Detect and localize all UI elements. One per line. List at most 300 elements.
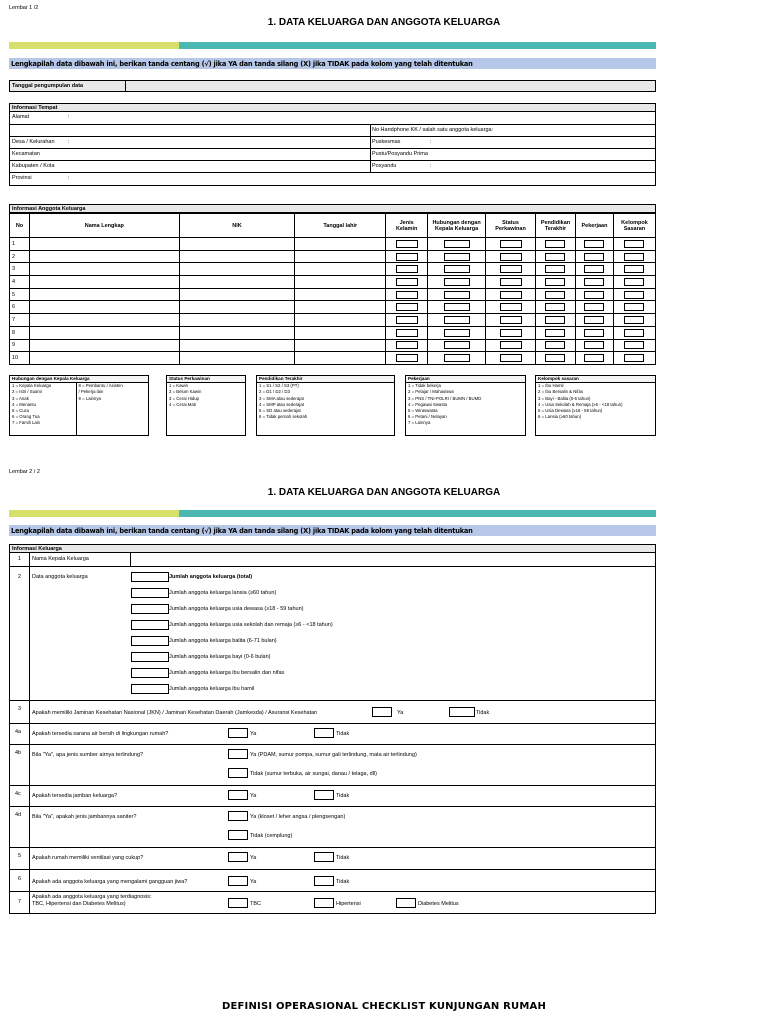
cell-kelompok [613,326,655,339]
jk-code-box[interactable] [396,278,418,286]
q4c-ya-label: Ya [250,793,257,799]
status-code-box[interactable] [500,316,522,324]
jk-code-box[interactable] [396,341,418,349]
q5-ya-label: Ya [250,855,257,861]
cell-status [486,288,536,301]
col-kelompok: Kelompok Sasaran [613,214,655,238]
cell-nik[interactable] [179,301,295,314]
hubungan-code-box[interactable] [444,341,470,349]
page2-bar-teal [179,510,656,517]
legend-item: 5 = Wiraswasta [408,408,438,414]
hubungan-code-box[interactable] [444,240,470,248]
row-no: 10 [10,352,30,365]
legend-pekerjaan [405,375,526,436]
legend-item: 7 = Famili Lain [12,420,41,426]
cell-status [486,250,536,263]
pekerjaan-code-box[interactable] [584,303,604,311]
cell-nik[interactable] [179,326,295,339]
pendidikan-code-box[interactable] [545,253,565,261]
legend-item: 6 = Tidak pernah sekolah [259,414,308,420]
pekerjaan-code-box[interactable] [584,291,604,299]
cell-status [486,301,536,314]
q1-no: 1 [18,556,22,562]
q7-tbc-checkbox[interactable] [228,898,248,908]
cell-pendidikan [536,352,576,365]
pendidikan-code-box[interactable] [545,329,565,337]
cell-tgl[interactable] [295,288,386,301]
cell-jk [386,263,428,276]
q2-count-input[interactable] [131,636,169,646]
q4d-opt1-label: Ya (kloset / leher angsa / plengsengan) [250,814,346,820]
tempat-header: Informasi Tempat [9,103,656,112]
q1-label: Nama Kepala Keluarga [32,556,89,562]
cell-nama[interactable] [29,352,179,365]
jk-code-box[interactable] [396,303,418,311]
cell-jk [386,352,428,365]
jk-code-box[interactable] [396,253,418,261]
legend-status [166,375,246,436]
kelompok-code-box[interactable] [624,240,644,248]
provinsi-label: Provinsi [12,175,32,181]
cell-pekerjaan [575,301,613,314]
pekerjaan-code-box[interactable] [584,278,604,286]
row-no: 5 [10,288,30,301]
cell-tgl[interactable] [295,352,386,365]
cell-pendidikan [536,339,576,352]
q1-input[interactable] [131,553,655,566]
cell-nama[interactable] [29,288,179,301]
q6-ya-checkbox[interactable] [228,876,248,886]
cell-nik[interactable] [179,288,295,301]
status-code-box[interactable] [500,278,522,286]
cell-pendidikan [536,314,576,327]
q5-no: 5 [18,853,22,859]
row-no: 1 [10,238,30,251]
cell-status [486,276,536,289]
q4a-tidak-checkbox[interactable] [314,728,334,738]
page1-bar-yellow [9,42,179,49]
cell-tgl[interactable] [295,238,386,251]
legend-item: 4 = Usia Sekolah & Remaja (≥6 - <18 tahun) [538,401,623,407]
hubungan-code-box[interactable] [444,354,470,362]
cell-hubungan [428,276,486,289]
cell-kelompok [613,276,655,289]
legend-item: 3 = PNS / TNI-POLRI / BUMN / BUMD [408,395,482,401]
q4d-tidak-checkbox[interactable] [228,830,248,840]
q4a-ya-label: Ya [250,731,257,737]
cell-nama[interactable] [29,238,179,251]
q2-item-label: Jumlah anggota keluarga lansia (≥60 tahun) [169,590,277,596]
cell-nama[interactable] [29,263,179,276]
table-row [10,288,656,301]
cell-nama[interactable] [29,339,179,352]
status-code-box[interactable] [500,329,522,337]
puskesmas-label: Puskesmas [372,139,401,145]
cell-pekerjaan [575,352,613,365]
cell-status [486,263,536,276]
cell-pekerjaan [575,238,613,251]
hubungan-code-box[interactable] [444,253,470,261]
q4d-no: 4d [15,812,22,818]
anggota-table-header [10,214,656,238]
q2-item-label: Jumlah anggota keluarga (total) [169,574,253,580]
cell-nama[interactable] [29,326,179,339]
legend-item: 9 = Lainnya [78,395,101,401]
kelompok-code-box[interactable] [624,253,644,261]
legend-item: 5 = Cucu [12,408,30,414]
q2-item-label: Jumlah anggota keluarga usia dewasa (≥18 - 59 tahun) [169,606,304,612]
keluarga-form [9,553,656,914]
col-pendidikan: Pendidikan Terakhir [536,214,576,238]
cell-nik[interactable] [179,263,295,276]
jk-code-box[interactable] [396,240,418,248]
q2-no: 2 [18,574,22,580]
q5-ya-checkbox[interactable] [228,852,248,862]
table-row [10,326,656,339]
q4a-label: Apakah tersedia sarana air bersih di lingkungan rumah? [32,731,169,737]
footer-title: DEFINISI OPERASIONAL CHECKLIST KUNJUNGAN RUMAH [221,1001,547,1012]
pendidikan-code-box[interactable] [545,265,565,273]
col-nik: NIK [179,214,295,238]
table-row [10,314,656,327]
cell-tgl[interactable] [295,301,386,314]
cell-pendidikan [536,288,576,301]
cell-status [486,352,536,365]
table-row [10,352,656,365]
q3-no: 3 [18,706,22,712]
q7-label1: Apakah ada anggota keluarga yang terdiagnosis: [32,894,152,900]
legend-item: 1 = Kepala Keluarga [12,383,52,389]
page2-lembar: Lembar 2 / 2 [9,469,40,475]
q2-count-input[interactable] [131,620,169,630]
pendidikan-code-box[interactable] [545,303,565,311]
cell-status [486,339,536,352]
q4c-ya-checkbox[interactable] [228,790,248,800]
cell-nik[interactable] [179,352,295,365]
legend-pekerjaan-title: Pekerjaan [406,376,525,383]
col-jk: Jenis Kelamin [386,214,428,238]
q6-tidak-label: Tidak [336,879,350,885]
legend-item: 4 = SMP atau sederajat [259,401,304,407]
q2-count-input[interactable] [131,684,169,694]
provinsi-colon: : [68,175,70,181]
cell-nik[interactable] [179,250,295,263]
cell-jk [386,339,428,352]
cell-pendidikan [536,238,576,251]
cell-nik[interactable] [179,276,295,289]
kelompok-code-box[interactable] [624,329,644,337]
legend-item: 4 = Menantu [12,401,37,407]
cell-nama[interactable] [29,250,179,263]
cell-jk [386,288,428,301]
q2-item-label: Jumlah anggota keluarga ibu bersalin dan nifas [169,670,285,676]
legend-item: 1 = Ibu Hamil [538,383,564,389]
cell-pekerjaan [575,263,613,276]
cell-hubungan [428,301,486,314]
cell-tgl[interactable] [295,276,386,289]
pekerjaan-code-box[interactable] [584,354,604,362]
cell-jk [386,250,428,263]
hp-label: No Handphone KK / salah satu anggota keluarga: [372,127,494,133]
row-no: 7 [10,314,30,327]
cell-jk [386,326,428,339]
page2-title: 1. DATA KELUARGA DAN ANGGOTA KELUARGA [267,487,501,498]
cell-nik[interactable] [179,314,295,327]
q4b-no: 4b [15,750,22,756]
jk-code-box[interactable] [396,329,418,337]
pekerjaan-code-box[interactable] [584,265,604,273]
cell-hubungan [428,352,486,365]
cell-hubungan [428,326,486,339]
legend-hubungan [9,375,149,436]
q4c-tidak-label: Tidak [336,793,350,799]
anggota-table [9,213,656,365]
page2-instruction: Lengkapilah data dibawah ini, berikan tanda centang (√) jika YA dan tanda silang (X) jika TIDAK pada kolom yang telah ditentukan [9,525,656,536]
jk-code-box[interactable] [396,316,418,324]
cell-status [486,314,536,327]
cell-nama[interactable] [29,301,179,314]
tanggal-input[interactable] [127,81,655,91]
q3-tidak-checkbox[interactable] [449,707,475,717]
q2-count-input[interactable] [131,588,169,598]
cell-tgl[interactable] [295,250,386,263]
pekerjaan-code-box[interactable] [584,341,604,349]
table-row [10,301,656,314]
kelompok-code-box[interactable] [624,316,644,324]
legend-item: 2 = Belum Kawin [169,389,202,395]
q6-no: 6 [18,876,22,882]
cell-status [486,326,536,339]
posyandu-label: Posyandu [372,163,397,169]
keluarga-header: Informasi Keluarga [9,544,656,553]
cell-kelompok [613,250,655,263]
cell-pendidikan [536,326,576,339]
page1-title: 1. DATA KELUARGA DAN ANGGOTA KELUARGA [267,17,501,28]
cell-pekerjaan [575,288,613,301]
q4a-tidak-label: Tidak [336,731,350,737]
cell-pekerjaan [575,250,613,263]
q2-count-input[interactable] [131,572,169,582]
legend-item: 7 = Lainnya [408,420,431,426]
cell-nama[interactable] [29,276,179,289]
pendidikan-code-box[interactable] [545,354,565,362]
q4b-ya-checkbox[interactable] [228,749,248,759]
pekerjaan-code-box[interactable] [584,253,604,261]
legend-item: / Pekerja lain [78,389,104,395]
col-pekerjaan: Pekerjaan [575,214,613,238]
legend-hubungan-title: Hubungan dengan Kepala Keluarga [10,376,148,383]
q4c-no: 4c [15,791,21,797]
q4b-tidak-checkbox[interactable] [228,768,248,778]
cell-pekerjaan [575,314,613,327]
pendidikan-code-box[interactable] [545,278,565,286]
legend-item: 5 = SD atau sederajat [259,408,301,414]
alamat-colon: : [68,114,70,120]
hubungan-code-box[interactable] [444,329,470,337]
kelompok-code-box[interactable] [624,278,644,286]
cell-hubungan [428,314,486,327]
hubungan-code-box[interactable] [444,303,470,311]
q4d-ya-checkbox[interactable] [228,811,248,821]
cell-kelompok [613,288,655,301]
legend-kelompok-title: Kelompok sasaran [536,376,655,383]
legend-kelompok [535,375,656,436]
status-code-box[interactable] [500,341,522,349]
jk-code-box[interactable] [396,265,418,273]
cell-tgl[interactable] [295,326,386,339]
legend-item: 6 = Petani / Nelayan [408,414,447,420]
kelompok-code-box[interactable] [624,303,644,311]
kelompok-code-box[interactable] [624,265,644,273]
q5-label: Apakah rumah memiliki ventilasi yang cukup? [32,855,144,861]
hubungan-code-box[interactable] [444,316,470,324]
status-code-box[interactable] [500,291,522,299]
q3-ya-label: Ya [397,710,404,716]
pekerjaan-code-box[interactable] [584,316,604,324]
pendidikan-code-box[interactable] [545,240,565,248]
pendidikan-code-box[interactable] [545,291,565,299]
cell-pekerjaan [575,276,613,289]
cell-nik[interactable] [179,238,295,251]
jk-code-box[interactable] [396,291,418,299]
q2-count-input[interactable] [131,652,169,662]
legend-item: 4 = Pegawai Swasta [408,401,448,407]
col-tgl: Tanggal lahir [295,214,386,238]
legend-item: 1 = Tidak bekerja [408,383,441,389]
hubungan-code-box[interactable] [444,291,470,299]
legend-item: 3 = Bayi - Balita (0-6 tahun) [538,395,591,401]
page2-bar-yellow [9,510,179,517]
anggota-header: Informasi Anggota Keluarga [9,204,656,213]
q7-no: 7 [18,899,22,905]
desa-colon: : [68,139,70,145]
cell-jk [386,238,428,251]
legend-item: 2 = Ibu Bersalin & Nifas [538,389,584,395]
q2-item-label: Jumlah anggota keluarga balita (6-71 bulan) [169,638,277,644]
kecamatan-label: Kecamatan [12,151,40,157]
cell-kelompok [613,238,655,251]
pekerjaan-code-box[interactable] [584,240,604,248]
row-no: 2 [10,250,30,263]
q7-hipertensi-checkbox[interactable] [314,898,334,908]
q2-label: Data anggota keluarga [32,574,88,580]
q4a-no: 4a [15,729,22,735]
q2-count-input[interactable] [131,668,169,678]
cell-hubungan [428,288,486,301]
q7-diabetes-checkbox[interactable] [396,898,416,908]
tanggal-label: Tanggal pengumpulan data [10,81,126,91]
cell-hubungan [428,238,486,251]
row-no: 4 [10,276,30,289]
kelompok-code-box[interactable] [624,291,644,299]
legend-item: 1 = Kawin [169,383,188,389]
q3-tidak-label: Tidak [476,710,490,716]
col-nama: Nama Lengkap [29,214,179,238]
q3-label: Apakah memiliki Jaminan Kesehatan Nasional (JKN) / Jaminan Kesehatan Daerah (Jamkesda) / Asuransi Kesehatan [32,710,318,716]
cell-nama[interactable] [29,314,179,327]
q4b-label: Bila "Ya", apa jenis sumber airnya terlindung? [32,752,144,758]
alamat-label: Alamat [12,114,30,120]
status-code-box[interactable] [500,240,522,248]
q6-label: Apakah ada anggota keluarga yang mengalami gangguan jiwa? [32,879,188,885]
pendidikan-code-box[interactable] [545,341,565,349]
q7-diabetes-label: Diabetes Melitus [418,901,459,907]
cell-jk [386,276,428,289]
pekerjaan-code-box[interactable] [584,329,604,337]
row-no: 3 [10,263,30,276]
legend-item: 8 = Pembantu / Asisten [78,383,123,389]
table-row [10,276,656,289]
cell-pendidikan [536,276,576,289]
q4b-opt2-label: Tidak (sumur terbuka, air sungai, danau / telaga, dll) [250,771,377,777]
legend-item: 2 = D1 / D2 / D3 [259,389,290,395]
q4a-ya-checkbox[interactable] [228,728,248,738]
table-row [10,263,656,276]
q3-ya-checkbox[interactable] [372,707,392,717]
legend-pendidikan-title: Pendidikan Terakhir [257,376,394,383]
cell-tgl[interactable] [295,314,386,327]
q5-tidak-checkbox[interactable] [314,852,334,862]
status-code-box[interactable] [500,265,522,273]
posyandu-colon: : [430,163,432,169]
legend-status-title: Status Perkawinan [167,376,245,383]
cell-hubungan [428,250,486,263]
q4c-tidak-checkbox[interactable] [314,790,334,800]
legend-item: 3 = Cerai Hidup [169,395,199,401]
kabupaten-label: Kabupaten / Kota [12,163,55,169]
page1-bar-teal [179,42,656,49]
kelompok-code-box[interactable] [624,354,644,362]
cell-hubungan [428,263,486,276]
q7-tbc-label: TBC [250,901,261,907]
q4c-label: Apakah tersedia jamban keluarga? [32,793,118,799]
q2-count-input[interactable] [131,604,169,614]
cell-pendidikan [536,263,576,276]
cell-jk [386,314,428,327]
cell-nik[interactable] [179,339,295,352]
hubungan-code-box[interactable] [444,265,470,273]
q2-item-label: Jumlah anggota keluarga usia sekolah dan remaja (≥6 - <18 tahun) [169,622,333,628]
hubungan-code-box[interactable] [444,278,470,286]
kelompok-code-box[interactable] [624,341,644,349]
row-no: 8 [10,326,30,339]
status-code-box[interactable] [500,253,522,261]
cell-kelompok [613,352,655,365]
status-code-box[interactable] [500,354,522,362]
puskesmas-colon: : [430,139,432,145]
cell-pekerjaan [575,326,613,339]
cell-pekerjaan [575,339,613,352]
cell-hubungan [428,339,486,352]
q7-hipertensi-label: Hipertensi [336,901,361,907]
table-row [10,238,656,251]
col-hubungan: Hubungan dengan Kepala Keluarga [428,214,486,238]
cell-tgl[interactable] [295,339,386,352]
q6-ya-label: Ya [250,879,257,885]
row-no: 6 [10,301,30,314]
table-row [10,250,656,263]
jk-code-box[interactable] [396,354,418,362]
status-code-box[interactable] [500,303,522,311]
pendidikan-code-box[interactable] [545,316,565,324]
cell-tgl[interactable] [295,263,386,276]
cell-pendidikan [536,301,576,314]
table-row [10,339,656,352]
cell-kelompok [613,314,655,327]
tanggal-row [9,80,656,92]
q6-tidak-checkbox[interactable] [314,876,334,886]
legend-item: 2 = Pelajar / Mahasiswa [408,389,454,395]
